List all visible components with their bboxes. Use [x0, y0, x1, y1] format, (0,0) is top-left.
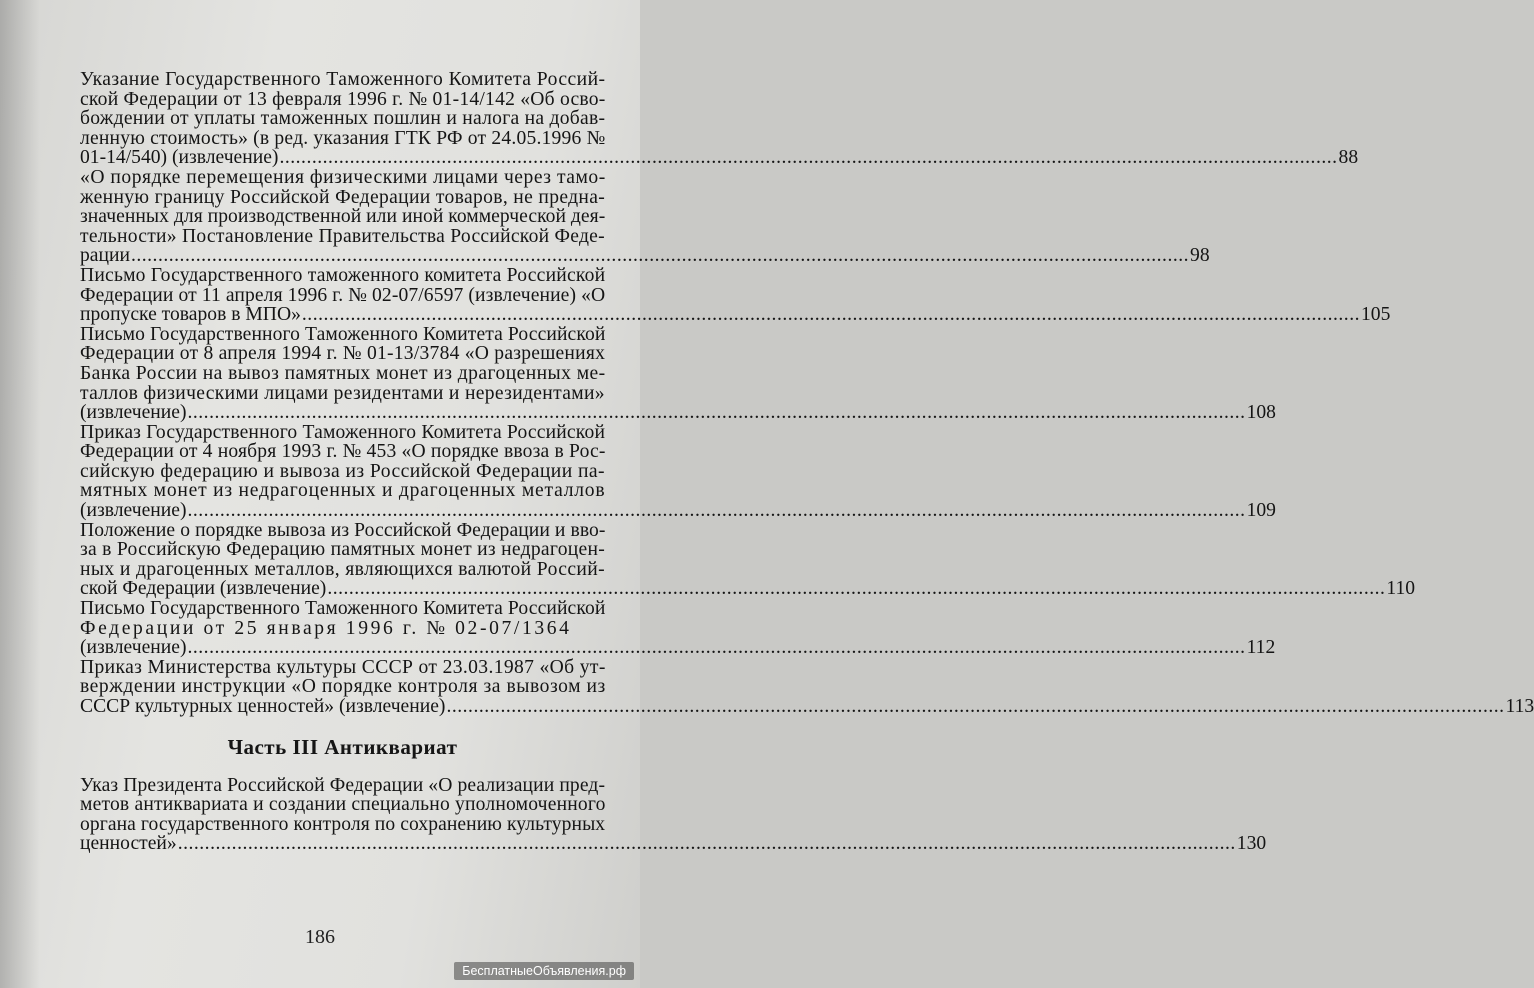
toc-entry-last-text: ской Федерации (извлечение) [80, 578, 327, 600]
toc-entry-last-text: 01-14/540) (извлечение) [80, 147, 279, 169]
dot-leader [178, 833, 1236, 854]
toc-entry-last-line [80, 304, 1391, 326]
page-gutter-shadow [0, 0, 40, 988]
toc-entry-line: таллов физическими лицами резидентами и нерезидентами» [80, 382, 605, 404]
watermark: БесплатныеОбъявления.рф [454, 962, 634, 980]
toc-entry-line: ных и драгоценных металлов, являющихся валютой Россий- [80, 558, 606, 580]
toc-entry-line: тельности» Постановление Правительства Российской Феде- [80, 225, 605, 247]
toc-entry-line: Письмо Государственного Таможенного Комитета Российской [80, 598, 606, 620]
toc-entry-last-line [80, 578, 1416, 600]
toc-entry-line: Федерации от 11 апреля 1996 г. № 02-07/6597 (извлечение) «О [80, 284, 606, 306]
dot-leader [187, 402, 1245, 423]
toc-entry [80, 656, 1534, 717]
toc-entry-line: Письмо Государственного Таможенного Комитета Российской [80, 323, 606, 345]
toc-entry-line: бождении от уплаты таможенных пошлин и налога на добав- [80, 108, 606, 130]
toc-page-ref: 109 [1246, 500, 1276, 522]
toc-page-ref: 98 [1190, 245, 1210, 267]
toc-page-ref: 130 [1236, 833, 1267, 855]
toc-entry-line: верждении инструкции «О порядке контроля за вывозом из [80, 676, 606, 698]
toc-entry-line: метов антиквариата и создании специально уполномоченного [80, 794, 606, 816]
toc-entry-last-text: рации [80, 245, 130, 267]
toc-entry-last-line [80, 500, 1276, 522]
toc-entry-last-text: (извлечение) [80, 500, 187, 522]
toc-entry [80, 519, 1416, 600]
toc-entry-line: сийскую федерацию и вывоза из Российской Федерации па- [80, 460, 605, 482]
toc-entry [80, 323, 1276, 424]
toc-entry-last-text: ценностей» [80, 833, 177, 855]
toc-entry [80, 69, 1359, 169]
toc-entry-line: мятных монет из недрагоценных и драгоценных металлов [80, 480, 606, 502]
toc-entry-line: Указ Президента Российской Федерации «О реализации пред- [80, 774, 606, 796]
toc-entry-line: органа государственного контроля по сохранению культурных [80, 813, 606, 835]
toc-page-ref: 108 [1246, 402, 1276, 424]
toc-entry-line: «О порядке перемещения физическими лицами через тамо- [80, 166, 606, 188]
toc-entry-line: ской Федерации от 13 февраля 1996 г. № 01-14/142 «Об осво- [80, 88, 606, 110]
page-number: 186 [305, 926, 335, 948]
dot-leader [131, 245, 1189, 266]
toc-entry-last-text: пропуске товаров в МПО» [80, 304, 301, 326]
toc-page-ref: 105 [1360, 304, 1391, 326]
toc-entry [80, 598, 1276, 659]
toc-entry-line: за в Российскую Федерацию памятных монет из недрагоцен- [80, 539, 606, 561]
toc-entry-line: значенных для производственной или иной коммерческой дея- [80, 206, 606, 228]
toc-page-ref: 113 [1505, 696, 1534, 717]
toc-part-2-entries [80, 69, 1534, 717]
toc-entry-last-line [80, 696, 1534, 717]
toc-entry-line: Федерации от 4 ноября 1993 г. № 453 «О порядке ввоза в Рос- [80, 441, 606, 463]
toc-page-ref: 110 [1386, 578, 1416, 600]
toc-entry-last-line [80, 402, 1276, 424]
table-of-contents [80, 69, 1534, 855]
toc-entry-line: ленную стоимость» (в ред. указания ГТК РФ от 24.05.1996 № [80, 127, 606, 149]
toc-page-ref: 88 [1338, 147, 1359, 169]
toc-entry [80, 774, 1267, 855]
toc-entry-last-text: (извлечение) [80, 637, 187, 659]
toc-entry-line: Положение о порядке вывоза из Российской Федерации и вво- [80, 519, 606, 541]
dot-leader [187, 500, 1245, 521]
toc-entry-line: Указание Государственного Таможенного Комитета Россий- [80, 69, 606, 90]
section-heading: Часть III Антиквариат [227, 734, 458, 759]
dot-leader [279, 147, 1337, 168]
toc-entry-line: Приказ Государственного Таможенного Комитета Российской [80, 421, 606, 443]
toc-entry-line: Банка России на вывоз памятных монет из драгоценных ме- [80, 362, 606, 384]
toc-entry-last-line [80, 147, 1359, 169]
toc-entry-last-text: СССР культурных ценностей» (извлечение) [80, 696, 446, 717]
toc-entry-last-line [80, 245, 1210, 267]
toc-entry-last-line [80, 637, 1276, 659]
toc-part-3-entries [80, 774, 1267, 855]
toc-entry-last-line [80, 833, 1267, 855]
toc-page-ref: 112 [1246, 637, 1276, 659]
toc-entry-line: Федерации от 8 апреля 1994 г. № 01-13/3784 «О разрешениях [80, 343, 606, 365]
toc-entry [80, 421, 1276, 522]
dot-leader [187, 637, 1245, 658]
toc-entry [80, 166, 1210, 267]
toc-entry-line: Приказ Министерства культуры СССР от 23.03.1987 «Об ут- [80, 656, 606, 678]
toc-entry [80, 264, 1391, 326]
dot-leader [302, 304, 1360, 325]
dot-leader [446, 696, 1504, 717]
toc-entry-line: Федерации от 25 января 1996 г. № 02-07/1364 [80, 617, 572, 639]
toc-entry-line: Письмо Государственного таможенного комитета Российской [80, 264, 606, 286]
toc-entry-last-text: (извлечение) [80, 402, 187, 424]
toc-entry-line: женную границу Российской Федерации товаров, не предна- [80, 186, 606, 208]
dot-leader [327, 578, 1385, 599]
